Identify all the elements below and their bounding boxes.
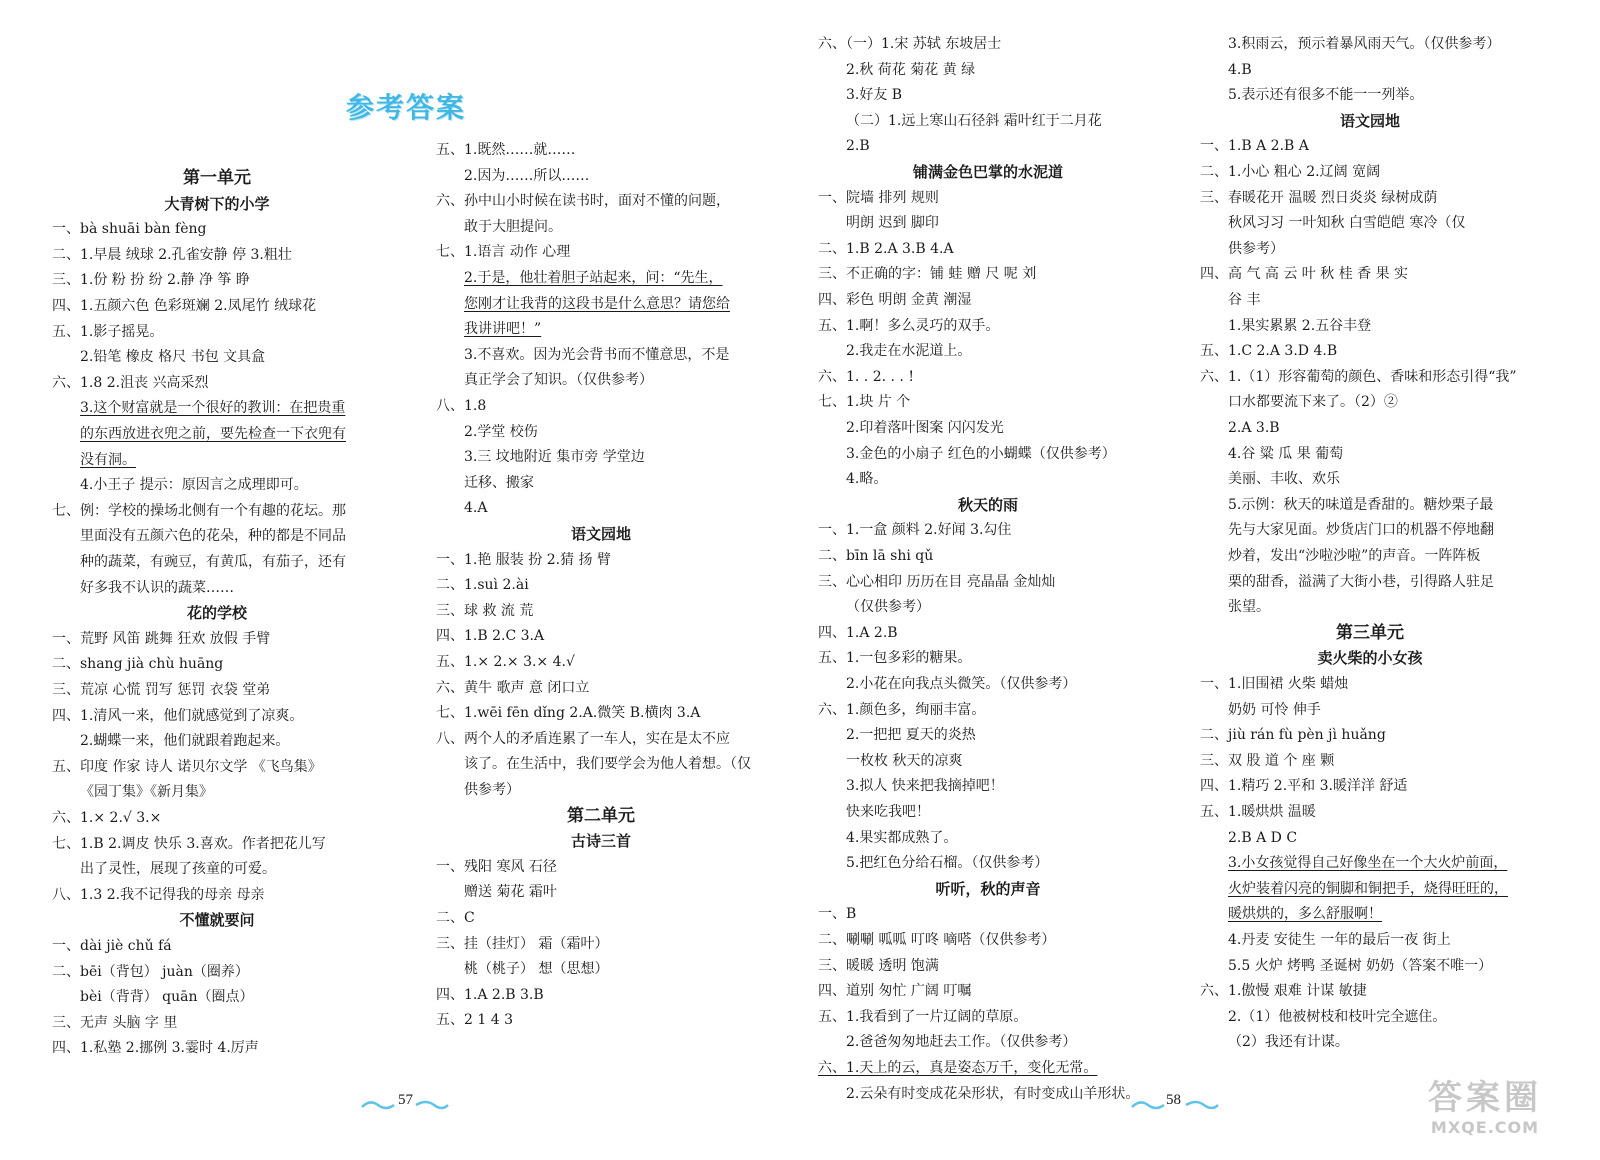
answer-line: 3.小女孩觉得自己好像坐在一个大火炉前面，	[1228, 855, 1508, 872]
section-heading: 大青树下的小学	[164, 194, 270, 213]
answer-line: 一、残阳 寒风 石径	[436, 858, 557, 875]
page-title: 参考答案	[346, 91, 467, 124]
answer-line: 四、1.清风一来，他们就感觉到了凉爽。	[52, 707, 304, 724]
answer-line: 4.丹麦 安徒生 一年的最后一夜 街上	[1228, 932, 1451, 948]
answer-line: 二、bīn lā shi qǔ	[818, 548, 934, 564]
answer-line: 六、1.颜色多，绚丽丰富。	[818, 701, 986, 718]
section-heading: 第一单元	[183, 168, 251, 188]
answer-line: 2.我走在水泥道上。	[846, 343, 972, 360]
answer-line: 该了。在生活中，我们要学会为他人着想。（仅	[464, 756, 751, 773]
answer-line: 4.谷 粱 瓜 果 葡萄	[1228, 445, 1344, 462]
answer-line: 五、1.C 2.A 3.D 4.B	[1200, 343, 1338, 360]
answer-line: 七、1.语言 动作 心理	[436, 244, 571, 261]
page-number-left: 57	[398, 1092, 413, 1108]
answer-line: 二、1.早晨 绒球 2.孔雀安静 停 3.粗壮	[52, 246, 292, 263]
section-heading: 语文园地	[1339, 111, 1400, 130]
answer-line: 种的蔬菜，有豌豆，有黄瓜，有茄子，还有	[80, 554, 346, 570]
answer-line: 4.略。	[846, 471, 888, 488]
answer-line: 赠送 菊花 霜叶	[464, 884, 557, 901]
answer-line: 一、荒野 风笛 跳舞 狂欢 放假 手臂	[52, 630, 271, 647]
answer-line: 炒着，发出“沙啦沙啦”的声音。一阵阵板	[1228, 548, 1481, 564]
answer-line: 一、1.一盒 颜料 2.好闻 3.勾住	[818, 522, 1012, 539]
answer-line: 3.积雨云，预示着暴风雨天气。（仅供参考）	[1228, 36, 1501, 52]
answer-line: 三、挂（挂灯） 霜（霜叶）	[436, 935, 609, 952]
answer-line: 栗的甜香，溢满了大街小巷，引得路人驻足	[1228, 573, 1494, 590]
answer-line: 三、暖暖 透明 饱满	[818, 957, 939, 974]
answer-line: 谷 丰	[1228, 292, 1261, 308]
answer-line: 迁移、搬家	[464, 474, 534, 491]
answer-line: 五、1.一包多彩的糖果。	[818, 650, 972, 667]
answer-line: 二、1.suì 2.ài	[436, 577, 529, 594]
answer-line: 六、1.（1）形容葡萄的颜色、香味和形态引得“我”	[1200, 368, 1517, 385]
answer-line: 4.B	[1228, 61, 1252, 78]
answer-line: 2.小花在向我点头微笑。（仅供参考）	[846, 676, 1077, 692]
answer-line: 四、彩色 明朗 金黄 潮湿	[818, 292, 972, 308]
answer-line: 二、jiù rán fù pèn jì huǎng	[1200, 727, 1386, 744]
answer-line: 五、1.啊！多么灵巧的双手。	[818, 317, 1000, 334]
answer-line: 2.爸爸匆匆地赶去工作。（仅供参考）	[846, 1034, 1077, 1051]
answer-line: 火炉装着闪亮的铜脚和铜把手，烧得旺旺的，	[1228, 880, 1508, 897]
answer-line: 里面没有五颜六色的花朵，种的都是不同品	[80, 528, 346, 545]
answer-line: 三、春暖花开 温暖 烈日炎炎 绿树成荫	[1200, 189, 1438, 206]
answer-line: 六、1.× 2.√ 3.×	[52, 810, 162, 826]
answer-line: 好多我不认识的蔬菜……	[80, 579, 234, 596]
watermark-domain: MXQE.COM	[1430, 1118, 1540, 1137]
answer-line: 供参考）	[464, 782, 520, 798]
answer-line: 八、两个人的矛盾连累了一车人，实在是太不应	[436, 730, 730, 747]
answer-line: 六、黄牛 歌声 意 闭口立	[436, 679, 590, 696]
section-heading: 铺满金色巴掌的水泥道	[912, 163, 1063, 181]
answer-line: 张望。	[1228, 599, 1270, 616]
answer-line: 3.不喜欢。因为光会背书而不懂意思，不是	[464, 346, 730, 363]
answer-line: 3.三 坟地附近 集市旁 学堂边	[464, 449, 645, 466]
answer-line: 4.A	[464, 500, 488, 517]
answer-line: 2.云朵有时变成花朵形状，有时变成山羊形状。	[846, 1085, 1140, 1102]
answer-line: 2.B A D C	[1228, 829, 1298, 846]
answer-line: 二、bēi（背包） juàn（圈养）	[52, 963, 249, 980]
answer-line: 2.秋 荷花 菊花 黄 绿	[846, 61, 976, 78]
answer-line: （仅供参考）	[846, 599, 930, 616]
answer-line: 三、不正确的字：铺 蛙 赠 尺 呢 刘	[818, 266, 1037, 283]
answer-line: 我讲讲吧！”	[464, 321, 542, 338]
answer-line: 2.（1）他被树枝和枝叶完全遮住。	[1228, 1008, 1447, 1025]
answer-line: 八、1.8	[436, 398, 487, 414]
answer-line: 八、1.3 2.我不记得我的母亲 母亲	[52, 886, 265, 903]
answer-line: 2.学堂 校伤	[464, 423, 538, 440]
answer-line: 3.这个财富就是一个很好的教训：在把贵重	[80, 400, 346, 417]
answer-line: 快来吃我吧！	[846, 804, 930, 820]
answer-line: （二）1.远上寒山石径斜 霜叶红于二月花	[846, 112, 1102, 129]
answer-line: 口水都要流下来了。（2）②	[1228, 394, 1398, 411]
answer-line: 五、1.× 2.× 3.× 4.√	[436, 654, 575, 670]
page-number-right: 58	[1166, 1092, 1181, 1108]
answer-line: 5.表示还有很多不能一一列举。	[1228, 87, 1424, 104]
answer-line: 美丽、丰收、欢乐	[1228, 471, 1340, 488]
answer-line: 一、dài jiè chǔ fá	[52, 938, 172, 954]
answer-line: 五、1.我看到了一片辽阔的草原。	[818, 1008, 1028, 1025]
answer-line: 二、1.小心 粗心 2.辽阔 宽阔	[1200, 164, 1381, 180]
answer-line: 秋风习习 一叶知秋 白雪皑皑 寒冷（仅	[1228, 215, 1466, 232]
answer-line: 六、（一）1.宋 苏轼 东坡居士	[818, 36, 1002, 52]
answer-line: 三、荒凉 心慌 罚写 惩罚 衣袋 堂弟	[52, 682, 271, 698]
answer-line: 2.印着落叶图案 闪闪发光	[846, 420, 1004, 436]
answer-line: 敢于大胆提问。	[464, 218, 562, 235]
answer-line: 2.因为……所以……	[464, 167, 590, 184]
section-heading: 第二单元	[567, 805, 635, 826]
answer-line: 三、球 救 流 荒	[436, 602, 534, 619]
answer-line: 六、1.8 2.沮丧 兴高采烈	[52, 374, 209, 391]
answer-line: 四、高 气 高 云 叶 秋 桂 香 果 实	[1200, 266, 1409, 283]
answer-line: 供参考）	[1228, 240, 1284, 257]
answer-line: 七、1.块 片 个	[818, 394, 911, 411]
right-page	[800, 0, 1600, 1160]
answer-line: 三、心心相印 历历在目 亮晶晶 金灿灿	[818, 573, 1056, 590]
answer-line: 一、1.艳 服装 扮 2.猜 扬 臂	[436, 551, 611, 568]
answer-line: 2.一把把 夏天的炎热	[846, 727, 976, 744]
answer-line: 五、印度 作家 诗人 诺贝尔文学 《飞鸟集》	[52, 758, 322, 775]
answer-line: 2.蝴蝶一来，他们就跟着跑起来。	[80, 733, 290, 750]
answer-line: 3.拟人 快来把我摘掉吧！	[846, 778, 1004, 795]
answer-line: 四、1.精巧 2.平和 3.暖洋洋 舒适	[1200, 778, 1408, 795]
answer-line: 二、唰唰 呱呱 叮咚 嘀嗒（仅供参考）	[818, 932, 1056, 948]
section-heading: 秋天的雨	[957, 495, 1018, 514]
watermark-main: 答案圈	[1428, 1078, 1542, 1118]
answer-line: 真正学会了知识。（仅供参考）	[464, 372, 653, 389]
answer-line: 四、1.五颜六色 色彩斑斓 2.凤尾竹 绒球花	[52, 298, 317, 314]
answer-line: 5.把红色分给石榴。（仅供参考）	[846, 855, 1049, 872]
answer-line: 六、1. . 2. . . !	[818, 368, 914, 385]
answer-line: 2.B	[846, 138, 870, 155]
answer-line: 一枚枚 秋天的凉爽	[846, 752, 963, 769]
answer-line: 五、2 1 4 3	[436, 1012, 513, 1029]
answer-line: 五、1.影子摇晃。	[52, 323, 164, 340]
answer-line: bèi（背背） quān（圈点）	[80, 989, 254, 1006]
answer-line: 二、shang jià chù huāng	[52, 656, 224, 673]
answer-line: 五、1.暖烘烘 温暖	[1200, 804, 1316, 820]
section-heading: 花的学校	[186, 604, 247, 623]
answer-line: 您刚才让我背的这段书是什么意思？请您给	[464, 295, 730, 312]
answer-line: 六、1.天上的云，真是姿态万千，变化无常。	[818, 1060, 1098, 1076]
answer-line: 四、1.私塾 2.挪例 3.霎时 4.厉声	[52, 1040, 259, 1057]
answer-line: 5.5 火炉 烤鸭 圣诞树 奶奶（答案不唯一）	[1228, 957, 1493, 974]
answer-line: 3.好友 B	[846, 87, 903, 104]
answer-line: 二、C	[436, 910, 475, 926]
answer-line: 三、双 股 道 个 座 颗	[1200, 752, 1335, 769]
answer-line: 一、bà shuāi bàn fèng	[52, 221, 207, 238]
answer-line: 四、1.A 2.B 3.B	[436, 986, 544, 1003]
answer-line: 1.果实累累 2.五谷丰登	[1228, 317, 1372, 334]
answer-line: 《园丁集》《新月集》	[80, 784, 213, 801]
answer-line: 桃（桃子） 想（思想）	[464, 961, 609, 978]
answer-line: 一、B	[818, 906, 857, 923]
section-heading: 听听，秋的声音	[935, 879, 1041, 898]
answer-line: 七、例：学校的操场北侧有一个有趣的花坛。那	[52, 502, 346, 519]
section-heading: 语文园地	[570, 525, 631, 543]
answer-line: 四、1.B 2.C 3.A	[436, 628, 545, 645]
answer-line: 一、1.B A 2.B A	[1200, 138, 1309, 155]
answer-line: 2.于是，他壮着胆子站起来，问：“先生，	[464, 270, 723, 286]
answer-line: 4.果实都成熟了。	[846, 829, 958, 846]
watermark	[1410, 1078, 1560, 1142]
answer-line: 5.示例：秋天的味道是香甜的。糖炒栗子最	[1228, 496, 1494, 513]
answer-line: 一、院墙 排列 规则	[818, 189, 939, 206]
answer-line: 三、1.份 粉 扮 纷 2.静 净 筝 睁	[52, 272, 250, 289]
answer-line: 七、1.wēi fēn dǐng 2.A.微笑 B.横肉 3.A	[436, 705, 701, 722]
answer-line: 出了灵性，展现了孩童的可爱。	[80, 861, 276, 878]
answer-line: 2.铅笔 橡皮 格尺 书包 文具盒	[80, 349, 266, 366]
answer-line: 六、1.傲慢 艰难 计谋 敏捷	[1200, 983, 1367, 1000]
answer-line: 先与大家见面。炒货店门口的机器不停地翻	[1228, 522, 1494, 539]
answer-line: 五、1.既然……就……	[436, 142, 576, 158]
answer-line: 四、1.A 2.B	[818, 624, 898, 641]
answer-line: 六、孙中山小时候在读书时，面对不懂的问题，	[436, 193, 730, 210]
section-heading: 古诗三首	[570, 832, 631, 851]
answer-line: 3.金色的小扇子 红色的小蝴蝶（仅供参考）	[846, 445, 1116, 462]
answer-line: 明朗 迟到 脚印	[846, 215, 939, 232]
answer-line: 七、1.B 2.调皮 快乐 3.喜欢。作者把花儿写	[52, 835, 326, 852]
answer-line: 四、道别 匆忙 广阔 叮嘱	[818, 983, 972, 1000]
answer-line: 4.小王子 提示：原因言之成理即可。	[80, 477, 308, 494]
answer-line: 三、无声 头脑 字 里	[52, 1014, 178, 1031]
answer-line: 的东西放进衣兜之前，要先检查一下衣兜有	[80, 426, 346, 442]
section-heading: 卖火柴的小女孩	[1317, 649, 1423, 668]
answer-line: 二、1.B 2.A 3.B 4.A	[818, 240, 954, 257]
answer-line: 奶奶 可怜 伸手	[1228, 701, 1321, 718]
answer-line: 一、1.旧围裙 火柴 蜡烛	[1200, 676, 1349, 692]
answer-line: 2.A 3.B	[1228, 420, 1280, 436]
answer-line: 暖烘烘的，多么舒服啊！	[1228, 906, 1382, 923]
section-heading: 第三单元	[1336, 622, 1404, 643]
answer-line: （2）我还有计谋。	[1228, 1034, 1349, 1051]
answer-line: 没有洞。	[80, 451, 136, 468]
section-heading: 不懂就要问	[179, 911, 255, 930]
